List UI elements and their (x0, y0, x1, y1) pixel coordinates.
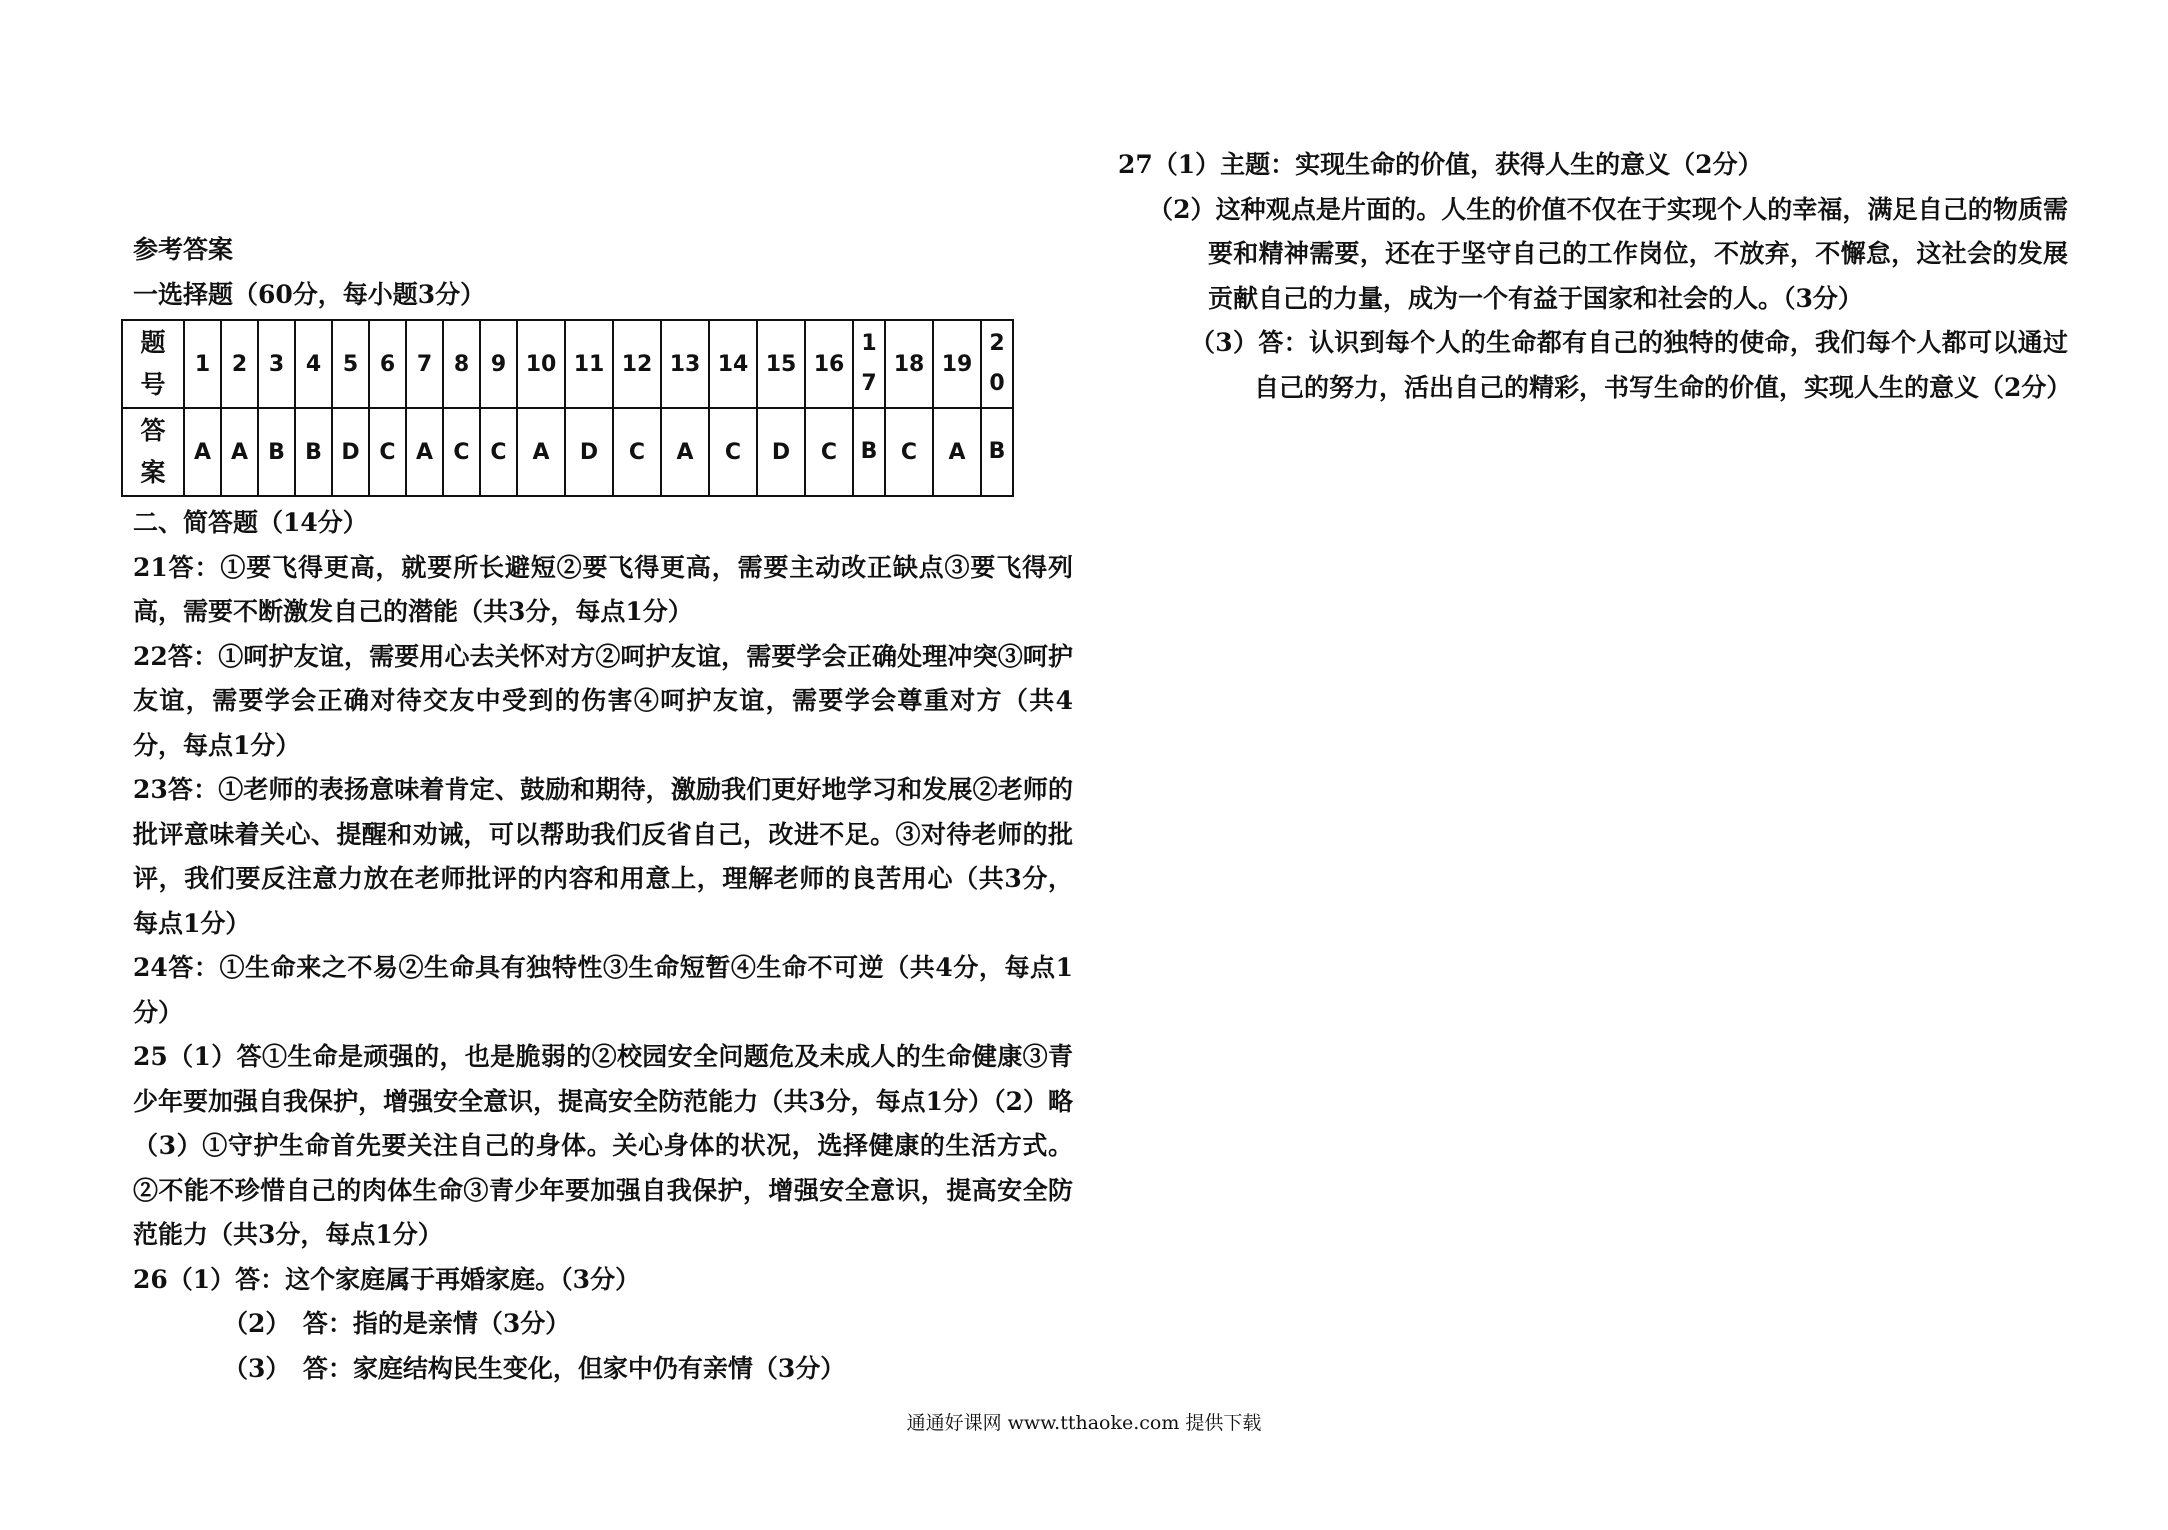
section2-heading: 二、简答题（14分） (133, 508, 368, 537)
answer-cell: C (805, 408, 853, 496)
answer-q26-3: （3） 答：家庭结构民生变化，但家中仍有亲情（3分） (223, 1353, 846, 1383)
question-number: 1 7 (853, 320, 885, 408)
answer-table (121, 319, 1014, 497)
section1-heading: 一选择题（60分，每小题3分） (133, 279, 486, 309)
question-number: 14 (709, 320, 757, 408)
answer-cell: B (295, 408, 332, 496)
answer-cell: C (480, 408, 517, 496)
question-number: 9 (480, 320, 517, 408)
answer-cell: C (443, 408, 480, 496)
question-number: 1 (184, 320, 221, 408)
left-column (133, 228, 1073, 1391)
question-number: 18 (885, 320, 933, 408)
answer-cell: A (221, 408, 258, 496)
answer-key-title: 参考答案 (133, 235, 234, 264)
answer-q27-2: （2）这种观点是片面的。人生的价值不仅在于实现个人的幸福，满足自己的物质需要和精神需要，还在于坚守自己的工作岗位，不放弃，不懈怠，这社会的发展贡献自己的力量，成为一个有益于国家和社会的人。（3分） (1148, 194, 2068, 313)
question-number: 15 (757, 320, 805, 408)
answer-cell: C (885, 408, 933, 496)
answer-cell: B (981, 408, 1013, 496)
answer-cell: A (661, 408, 709, 496)
answer-cell: D (332, 408, 369, 496)
question-number: 3 (258, 320, 295, 408)
answer-q27-3: （3）答：认识到每个人的生命都有自己的独特的使命，我们每个人都可以通过自己的努力，活出自己的精彩，书写生命的价值，实现人生的意义（2分） (1190, 328, 2072, 402)
table-header-number: 题 号 (122, 320, 184, 408)
question-number: 8 (443, 320, 480, 408)
question-number-row (122, 320, 1013, 408)
right-column (1118, 143, 2072, 410)
question-number: 13 (661, 320, 709, 408)
question-number: 2 0 (981, 320, 1013, 408)
question-number: 6 (369, 320, 406, 408)
answer-cell: B (853, 408, 885, 496)
answer-q26-1: 26（1）答：这个家庭属于再婚家庭。（3分） (133, 1264, 641, 1294)
question-number: 16 (805, 320, 853, 408)
answer-cell: B (258, 408, 295, 496)
page-footer: 通通好课网 www.tthaoke.com 提供下载 (906, 1412, 1262, 1434)
answer-q24: 24答：①生命来之不易②生命具有独特性③生命短暂④生命不可逆（共4分，每点1分） (133, 953, 1073, 1027)
question-number: 2 (221, 320, 258, 408)
table-header-answer: 答 案 (122, 408, 184, 496)
answer-cell: A (933, 408, 981, 496)
answer-cell: C (709, 408, 757, 496)
answer-cell: A (517, 408, 565, 496)
question-number: 12 (613, 320, 661, 408)
answer-cell: A (406, 408, 443, 496)
answer-cell: D (757, 408, 805, 496)
answer-q27-1: 27（1）主题：实现生命的价值，获得人生的意义（2分） (1118, 150, 1763, 179)
question-number: 7 (406, 320, 443, 408)
answer-cell: A (184, 408, 221, 496)
question-number: 5 (332, 320, 369, 408)
answer-q25: 25（1）答①生命是顽强的，也是脆弱的②校园安全问题危及未成人的生命健康③青少年要加强自我保护，增强安全意识，提高安全防范能力（共3分，每点1分）（2）略（3）①守护生命首先要关注自己的身体。关心身体的状况，选择健康的生活方式。②不能不珍惜自己的肉体生命③青少年要加强自我保护，增强安全意识，提高安全防范能力（共3分，每点1分） (133, 1042, 1073, 1249)
question-number: 11 (565, 320, 613, 408)
answer-q26-2: （2） 答：指的是亲情（3分） (223, 1309, 571, 1338)
answer-q23: 23答：①老师的表扬意味着肯定、鼓励和期待，激励我们更好地学习和发展②老师的批评意味着关心、提醒和劝诫，可以帮助我们反省自己，改进不足。③对待老师的批评，我们要反注意力放在老师批评的内容和用意上，理解老师的良苦用心（共3分，每点1分） (133, 775, 1073, 938)
answer-cell: D (565, 408, 613, 496)
answer-q22: 22答：①呵护友谊，需要用心去关怀对方②呵护友谊，需要学会正确处理冲突③呵护友谊，需要学会正确对待交友中受到的伤害④呵护友谊，需要学会尊重对方（共4分，每点1分） (133, 641, 1073, 760)
question-number: 19 (933, 320, 981, 408)
answer-q21: 21答：①要飞得更高，就要所长避短②要飞得更高，需要主动改正缺点③要飞得列高，需要不断激发自己的潜能（共3分，每点1分） (133, 552, 1073, 626)
answer-row (122, 408, 1013, 496)
answer-cell: C (613, 408, 661, 496)
answer-cell: C (369, 408, 406, 496)
question-number: 10 (517, 320, 565, 408)
question-number: 4 (295, 320, 332, 408)
